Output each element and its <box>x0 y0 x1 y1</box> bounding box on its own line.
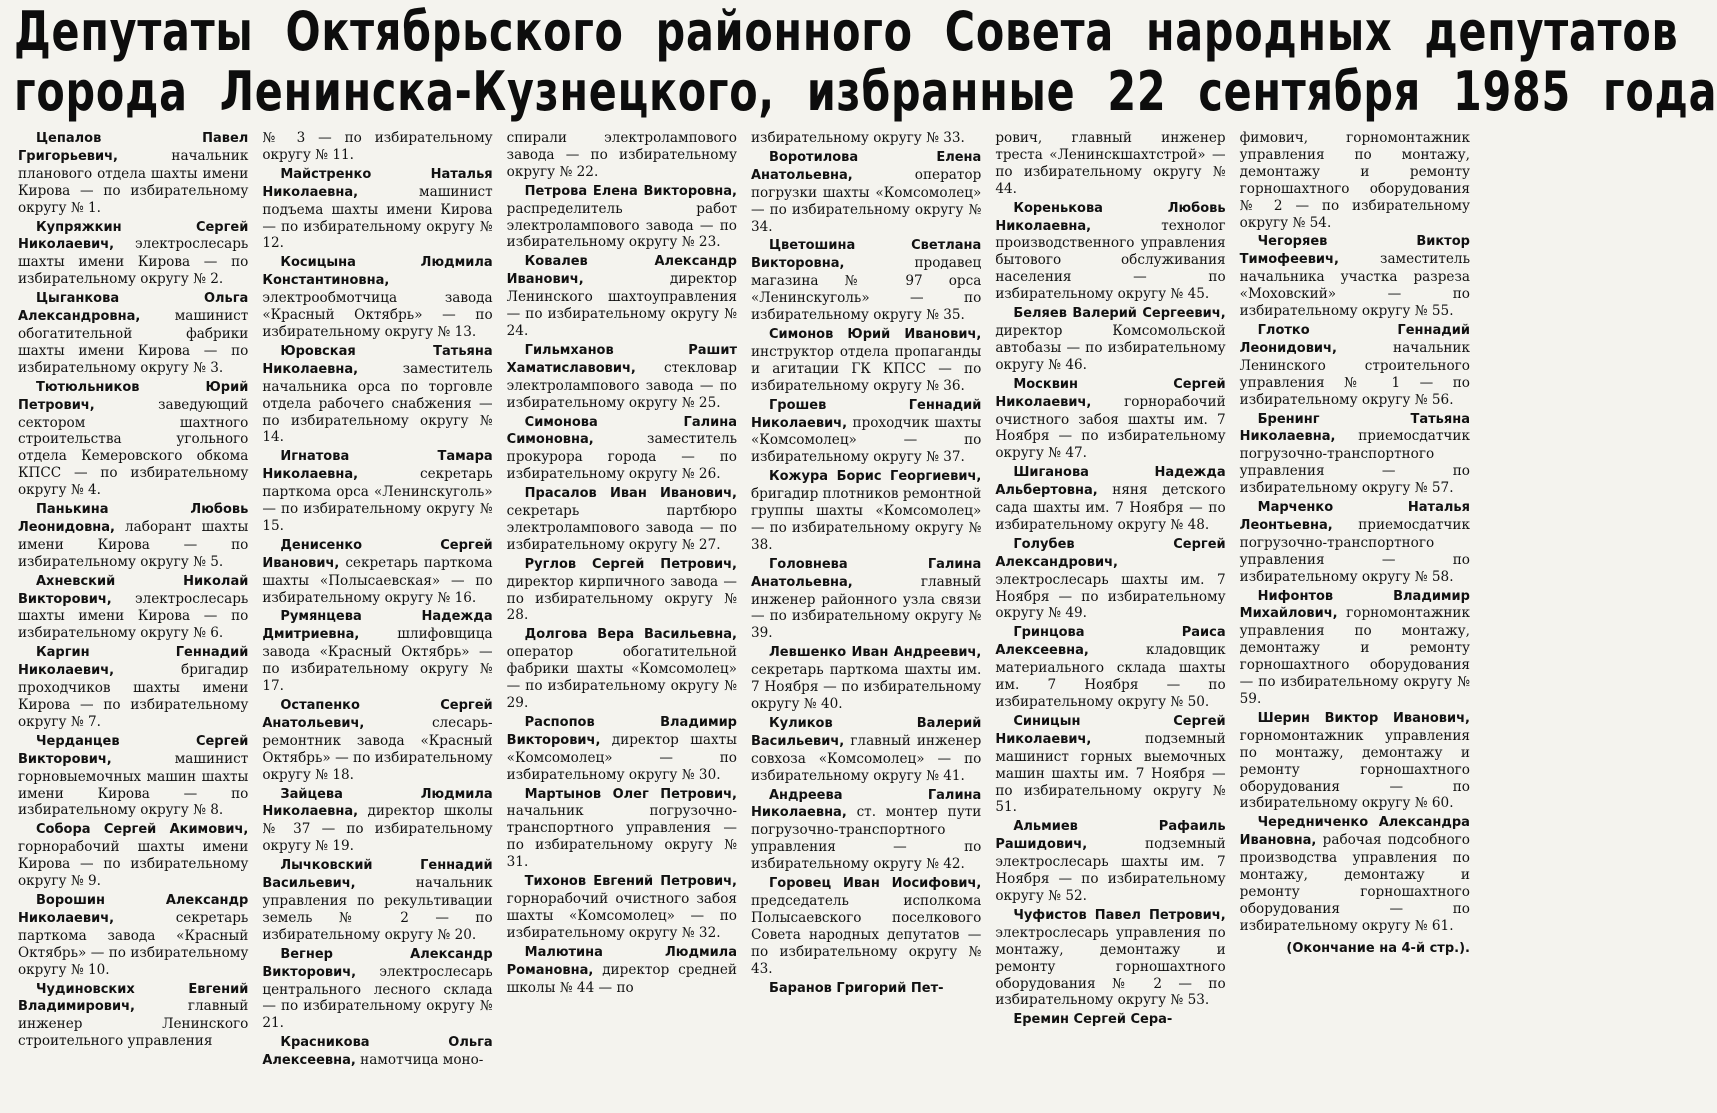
deputy-details: директор Ленинского шахтоуправления — по избирательному округу № 24. <box>506 271 737 339</box>
deputy-details: приемосдатчик погрузочно-транспортного управления — по избирательному округу № 58. <box>1239 516 1470 585</box>
deputy-entry <box>262 857 492 944</box>
deputy-details: стекловар электролампового завода — по избирательному округу № 25. <box>506 359 737 411</box>
deputy-entry <box>18 379 248 499</box>
deputy-entry <box>1240 130 1470 231</box>
deputy-details: главный инженер районного узла связи — по избирательному округу № 39. <box>750 573 982 642</box>
deputy-entry <box>751 875 981 977</box>
deputy-name: Марченко Наталья Леонтьевна, <box>1239 500 1470 533</box>
deputy-entry <box>262 343 492 446</box>
deputy-name: Грошев Геннадий Николаевич, <box>750 397 982 431</box>
deputy-entry <box>751 556 981 643</box>
deputy-entry <box>18 733 248 820</box>
deputy-name: Денисенко Сергей Иванович, <box>262 537 493 571</box>
deputy-details: няня детского сада шахты им. 7 Ноября — по избирательному округу № 48. <box>995 482 1226 533</box>
deputy-details: заместитель прокурора города — по избирательному округу № 26. <box>506 431 737 483</box>
deputy-name: Зайцева Людмила Николаевна, <box>262 786 493 820</box>
deputy-name: Остапенко Сергей Анатольевич, <box>262 698 493 731</box>
deputy-details: бригадир плотников ремонтной группы шахты «Комсомолец» — по избирательному округу № 38. <box>750 486 982 553</box>
deputy-entry <box>1240 588 1470 708</box>
deputy-name: Ковалев Александр Иванович, <box>506 254 737 288</box>
deputy-details: электрослесарь центрального лесного склада — по избирательному округу № 21. <box>262 963 493 1032</box>
deputy-name: Чередниченко Александра Ивановна, <box>1239 815 1470 849</box>
deputy-name: Тихонов Евгений Петрович, <box>524 874 737 890</box>
deputy-name: Руглов Сергей Петрович, <box>524 556 737 572</box>
deputy-details: директор средней школы № 44 — по <box>506 961 737 996</box>
deputy-entry <box>262 166 492 253</box>
deputy-details: спирали электролампового завода — по избирательному округу № 22. <box>506 130 737 180</box>
deputy-entry <box>262 608 492 695</box>
deputy-name: Цыганкова Ольга Александровна, <box>18 291 249 325</box>
deputy-entry <box>507 626 737 712</box>
deputy-details: директор кирпичного завода — по избирательному округу № 28. <box>506 573 737 624</box>
deputy-entry <box>751 468 981 554</box>
deputy-name: Горовец Иван Иосифович, <box>768 876 982 892</box>
deputy-entry <box>18 644 248 731</box>
deputy-entry <box>507 485 737 554</box>
deputy-details: проходчик шахты «Комсомолец» — по избирательному округу № 37. <box>750 414 982 466</box>
deputy-details: подземный электрослесарь шахты им. 7 Ноября — по избирательному округу № 52. <box>995 836 1226 904</box>
deputy-details: машинист подъема шахты имени Кирова — по избирательному округу № 12. <box>262 183 493 252</box>
deputy-details: горномонтажник управления по монтажу, демонтажу и ремонту горношахтного оборудования — по избирательному округу № 59. <box>1239 605 1470 707</box>
deputy-name: Прасалов Иван Иванович, <box>524 486 737 502</box>
deputy-name: Черданцев Сергей Викторович, <box>18 733 249 767</box>
deputy-entry <box>262 697 492 784</box>
deputy-details: начальник Ленинского строительного управления № 1 — по избирательному округу № 56. <box>1239 339 1470 408</box>
deputy-entry <box>507 714 737 784</box>
deputy-entry <box>18 573 248 643</box>
deputy-name: Бренинг Татьяна Николаевна, <box>1239 411 1470 445</box>
deputy-name: Ахневский Николай Викторович, <box>18 573 249 607</box>
deputy-name: Гринцова Раиса Алексеевна, <box>995 625 1226 659</box>
deputy-details: оператор погрузки шахты «Комсомолец» — по избирательному округу № 34. <box>750 166 982 235</box>
deputy-entry <box>262 946 492 1033</box>
deputy-details: рович, главный инженер треста «Ленинскшахтстрой» — по избирательному округу № 44. <box>995 130 1226 197</box>
deputy-name: Воротилова Елена Анатольевна, <box>750 149 982 183</box>
deputy-name: Панькина Любовь Леонидовна, <box>18 502 249 535</box>
deputy-name: Еремин Сергей Сера- <box>1013 1012 1173 1028</box>
deputy-entry <box>995 130 1225 198</box>
deputy-details: заведующий сектором шахтного строительства угольного отдела Кемеровского обкома КПСС — по избирательному округу № 4. <box>18 396 249 499</box>
deputy-details: № 3 — по избирательному округу № 11. <box>262 130 493 163</box>
deputy-entry <box>18 219 248 289</box>
deputy-details: электрообмотчица завода «Красный Октябрь» — по избирательному округу № 13. <box>262 290 493 340</box>
deputy-name: Синицын Сергей Николаевич, <box>995 713 1226 747</box>
deputy-details: секретарь парткома завода «Красный Октябрь» — по избирательному округу № 10. <box>18 909 249 978</box>
deputy-name: Шиганова Надежда Альбертовна, <box>995 465 1226 499</box>
deputy-name: Майстренко Наталья Николаевна, <box>262 166 493 200</box>
deputy-name: Малютина Людмила Романовна, <box>506 944 737 978</box>
deputy-name: Шерин Виктор Иванович, <box>1257 710 1470 726</box>
deputy-entry <box>995 624 1225 711</box>
deputy-entry <box>262 130 492 164</box>
deputy-name: Вегнер Александр Викторович, <box>262 946 493 980</box>
deputy-name: Москвин Сергей Николаевич, <box>995 376 1226 410</box>
deputy-name: Ворошин Александр Николаевич, <box>18 892 249 926</box>
deputy-entry <box>262 254 492 341</box>
deputy-entry <box>18 130 248 217</box>
deputy-entry <box>18 821 248 890</box>
deputy-entry <box>751 715 981 785</box>
deputy-name: Чудиновских Евгений Владимирович, <box>18 981 249 1015</box>
deputy-entry <box>751 130 981 147</box>
deputy-name: Головнева Галина Анатольевна, <box>750 556 982 590</box>
deputy-details: главный инженер Ленинского строительного управления <box>18 998 249 1050</box>
deputy-details: шлифовщица завода «Красный Октябрь» — по избирательному округу № 17. <box>262 626 493 695</box>
deputy-entry <box>507 873 737 942</box>
deputy-details: горнорабочий шахты имени Кирова — по избирательному округу № 9. <box>18 839 249 890</box>
deputy-name: Глотко Геннадий Леонидович, <box>1239 322 1470 356</box>
deputy-entry <box>507 786 737 872</box>
deputy-name: Нифонтов Владимир Михайлович, <box>1239 588 1470 622</box>
deputy-name: Юровская Татьяна Николаевна, <box>262 343 493 377</box>
deputy-name: Купряжкин Сергей Николаевич, <box>18 219 249 253</box>
deputy-name: Мартынов Олег Петрович, <box>524 786 737 802</box>
deputy-entry <box>1240 710 1470 812</box>
deputy-details: слесарь-ремонтник завода «Красный Октябрь» — по избирательному округу № 18. <box>262 714 493 783</box>
deputy-details: кладовщик материального склада шахты им. 7 Ноября — по избирательному округу № 50. <box>995 642 1226 710</box>
deputy-name: Собора Сергей Акимович, <box>36 822 249 838</box>
deputy-entry <box>18 981 248 1051</box>
deputy-entry <box>751 149 981 236</box>
deputy-entry <box>995 713 1225 816</box>
deputy-details: приемосдатчик погрузочно-транспортного управления — по избирательному округу № 57. <box>1239 428 1470 497</box>
deputy-name: Косицына Людмила Константиновна, <box>262 255 493 289</box>
deputy-details: секретарь парткома шахты им. 7 Ноября — по избирательному округу № 40. <box>750 662 982 712</box>
deputy-details: секретарь партбюро электролампового завода — по избирательному округу № 27. <box>506 503 737 553</box>
deputy-entry <box>995 818 1225 905</box>
deputy-entry <box>18 892 248 979</box>
deputy-name: Игнатова Тамара Николаевна, <box>262 449 493 483</box>
deputy-name: Левшенко Иван Андреевич, <box>768 645 982 661</box>
deputy-entry <box>751 326 981 395</box>
deputy-details: распределитель работ электролампового завода — по избирательному округу № 23. <box>506 200 737 251</box>
deputy-details: подземный машинист горных выемочных машин шахты им. 7 Ноября — по избирательному округу № 51. <box>995 730 1226 816</box>
deputy-details: продавец магазина № 97 орса «Ленинскуголь» — по избирательному округу № 35. <box>750 255 982 324</box>
deputy-name: Симонова Галина Симоновна, <box>506 414 737 448</box>
deputy-details: заместитель начальника орса по торговле отдела рабочего снабжения — по избирательному округу № 14. <box>262 360 493 446</box>
deputy-entry <box>262 1034 492 1070</box>
deputy-details: оператор обогатительной фабрики шахты «Комсомолец» — по избирательному округу № 29. <box>506 644 737 711</box>
deputy-name: Распопов Владимир Викторович, <box>506 714 737 748</box>
deputy-details: заместитель начальника участка разреза «Моховский» — по избирательному округу № 55. <box>1239 251 1470 320</box>
deputy-details: председатель исполкома Полысаевского поселкового Совета народных депутатов — по избирательному округу № 43. <box>750 892 982 977</box>
deputy-name: Куликов Валерий Васильевич, <box>750 715 982 749</box>
deputy-details: рабочая подсобного производства управления по монтажу, демонтажу и ремонту горношахтного оборудования — по избирательному округу № 61. <box>1239 832 1470 934</box>
deputy-details: бригадир проходчиков шахты имени Кирова — по избирательному округу № 7. <box>18 662 249 730</box>
deputy-details: начальник планового отдела шахты имени Кирова — по избирательному округу № 1. <box>18 147 249 216</box>
deputy-entry <box>507 183 737 252</box>
deputy-name: Лычковский Геннадий Васильевич, <box>262 858 493 892</box>
deputy-entry <box>995 200 1225 303</box>
deputy-entry <box>1240 499 1470 586</box>
headline-line-1: Депутаты Октябрьского районного Совета народных депутатов <box>14 0 1679 63</box>
deputy-details: электрослесарь управления по монтажу, демонтажу и ремонту горношахтного оборудования № 2 — по избирательному округу № 53. <box>995 924 1226 1009</box>
deputy-name: Голубев Сергей Александрович, <box>995 536 1226 570</box>
deputy-entry <box>507 253 737 340</box>
deputy-entry <box>507 556 737 625</box>
deputy-name: Альмиев Рафаиль Рашидович, <box>995 819 1226 853</box>
deputy-name: Каргин Геннадий Николаевич, <box>18 645 249 679</box>
deputy-details: электрослесарь шахты имени Кирова — по избирательному округу № 6. <box>18 590 249 642</box>
deputy-details: секретарь парткома шахты «Полысаевская» — по избирательному округу № 16. <box>262 554 493 606</box>
deputy-entry <box>751 980 981 998</box>
headline-line-2: города Ленинска-Кузнецкого, избранные 22 сентября 1985 года <box>14 60 1717 123</box>
deputy-name: Беляев Валерий Сергеевич, <box>1013 306 1226 322</box>
deputy-details: директор школы № 37 — по избирательному округу № 19. <box>262 803 493 855</box>
article-columns <box>18 130 1470 1110</box>
deputy-name: Гильмханов Рашит Хаматиславович, <box>506 342 737 376</box>
deputy-name: Андреева Галина Николаевна, <box>750 787 982 821</box>
deputy-entry <box>995 907 1225 1009</box>
column-1 <box>18 130 248 1110</box>
deputy-entry <box>1240 322 1470 409</box>
deputy-entry <box>751 644 981 713</box>
deputy-details: начальник управления по рекультивации земель № 2 — по избирательному округу № 20. <box>262 875 493 943</box>
deputy-entry <box>262 537 492 607</box>
deputy-details: инструктор отдела пропаганды и агитации ГК КПСС — по избирательному округу № 36. <box>750 343 982 394</box>
deputy-entry <box>995 1011 1225 1029</box>
column-3 <box>507 130 737 1110</box>
deputy-details: горномонтажник управления по монтажу, демонтажу и ремонту горношахтного оборудования — по избирательному округу № 60. <box>1239 727 1470 812</box>
deputy-details: машинист обогатительной фабрики шахты имени Кирова — по избирательному округу № 3. <box>18 308 249 376</box>
deputy-details: электрослесарь шахты имени Кирова — по избирательному округу № 2. <box>18 236 249 288</box>
deputy-details: фимович, горномонтажник управления по монтажу, демонтажу и ремонту горношахтного оборудования № 2 — по избирательному округу № 54. <box>1239 130 1470 231</box>
deputy-details: лаборант шахты имени Кирова — по избирательному округу № 5. <box>18 518 249 570</box>
deputy-name: Петрова Елена Викторовна, <box>524 183 737 199</box>
deputy-entry <box>18 290 248 377</box>
deputy-entry <box>995 464 1225 534</box>
deputy-entry <box>507 414 737 484</box>
deputy-details: машинист горновыемочных машин шахты имени Кирова — по избирательному округу № 8. <box>18 750 249 819</box>
deputy-entry <box>507 130 737 181</box>
deputy-details: директор Комсомольской автобазы — по избирательному округу № 46. <box>995 322 1226 373</box>
deputy-entry <box>751 237 981 324</box>
deputy-details: технолог производственного управления бытового обслуживания населения — по избирательному округу № 45. <box>995 217 1226 303</box>
deputy-details: горнорабочий очистного забоя шахты «Комсомолец» — по избирательному округу № 32. <box>506 890 737 941</box>
deputy-name: Чуфистов Павел Петрович, <box>1013 907 1226 923</box>
deputy-name: Румянцева Надежда Дмитриевна, <box>262 609 493 643</box>
deputy-entry <box>1240 814 1470 934</box>
deputy-name: Тютюльников Юрий Петрович, <box>18 379 249 413</box>
deputy-details: избирательному округу № 33. <box>750 130 965 146</box>
deputy-details: главный инженер совхоза «Комсомолец» — по избирательному округу № 41. <box>750 732 982 784</box>
deputy-name: Кожура Борис Георгиевич, <box>768 469 982 485</box>
deputy-entry <box>507 342 737 412</box>
deputy-details: директор шахты «Комсомолец» — по избирательному округу № 30. <box>506 731 737 783</box>
headline <box>14 0 1717 130</box>
column-4 <box>751 130 981 1110</box>
column-6 <box>1240 130 1470 1110</box>
deputy-name: Цветошина Светлана Викторовна, <box>750 238 982 272</box>
deputy-entry <box>751 787 981 874</box>
deputy-name: Баранов Григорий Пет- <box>768 980 944 996</box>
deputy-entry <box>995 305 1225 374</box>
deputy-name: Долгова Вера Васильевна, <box>524 627 737 643</box>
deputy-entry <box>995 376 1225 463</box>
continuation-note: (Окончание на 4-й стр.). <box>1286 940 1470 956</box>
deputy-entry <box>262 448 492 535</box>
deputy-details: намотчица моно- <box>360 1052 484 1069</box>
deputy-name: Цепалов Павел Григорьевич, <box>18 131 249 164</box>
deputy-name: Красникова Ольга Алексеевна, <box>262 1035 493 1069</box>
deputy-entry <box>995 536 1225 623</box>
column-2 <box>262 130 492 1110</box>
deputy-entry <box>1240 233 1470 320</box>
deputy-details: начальник погрузочно-транспортного управления — по избирательному округу № 31. <box>506 803 737 871</box>
deputy-details: горнорабочий очистного забоя шахты им. 7 Ноября — по избирательному округу № 47. <box>995 393 1226 462</box>
column-5 <box>995 130 1225 1110</box>
deputy-name: Коренькова Любовь Николаевна, <box>995 200 1226 234</box>
deputy-details: секретарь парткома орса «Ленинскуголь» — по избирательному округу № 15. <box>262 466 493 534</box>
deputy-entry <box>751 397 981 467</box>
deputy-name: Симонов Юрий Иванович, <box>768 326 982 342</box>
deputy-entry <box>262 786 492 856</box>
deputy-details: ст. монтер пути погрузочно-транспортного управления — по избирательному округу № 42. <box>750 804 982 873</box>
deputy-entry <box>507 944 737 997</box>
deputy-name: Чегоряев Виктор Тимофеевич, <box>1239 234 1470 268</box>
deputy-entry <box>1240 411 1470 498</box>
deputy-entry <box>18 501 248 571</box>
deputy-details: электрослесарь шахты им. 7 Ноября — по избирательному округу № 49. <box>995 571 1226 622</box>
